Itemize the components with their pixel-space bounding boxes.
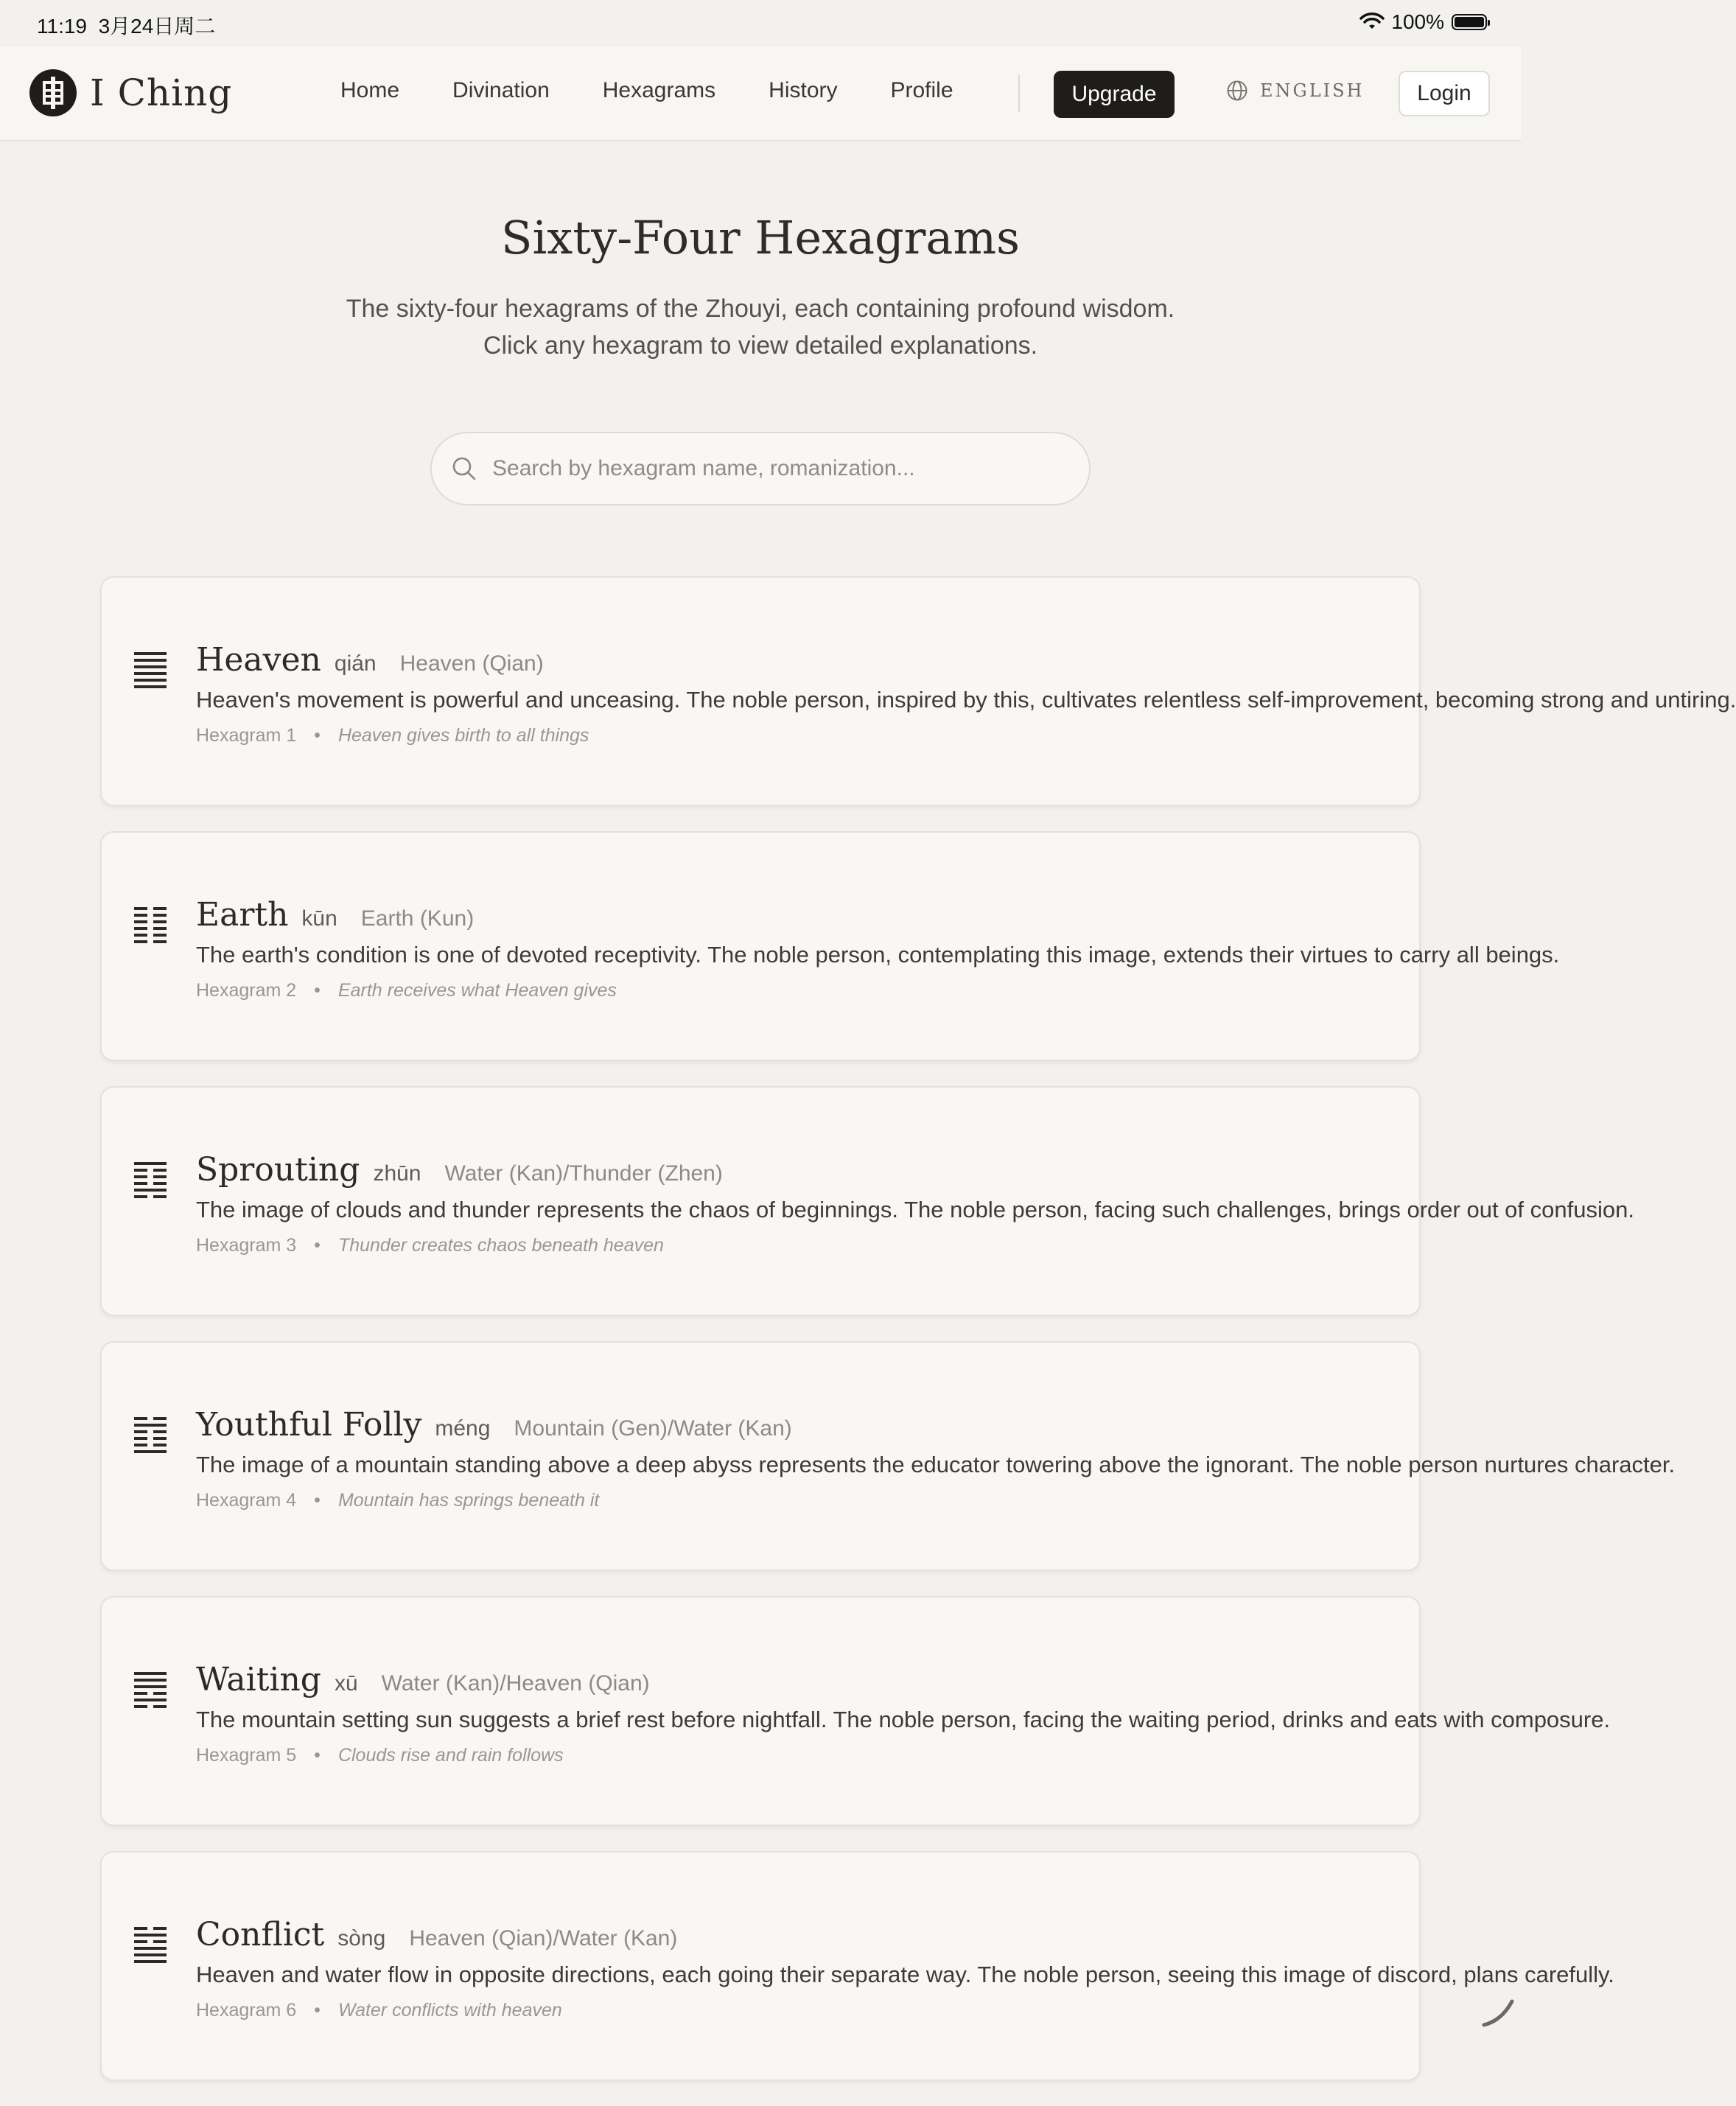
yin-line-segment	[134, 1705, 147, 1708]
yang-line	[134, 1934, 167, 1937]
nav-history[interactable]: History	[769, 78, 838, 102]
hexagram-trigrams: Heaven (Qian)	[399, 651, 544, 676]
hexagram-name: Earth	[196, 896, 289, 934]
login-button[interactable]: Login	[1399, 71, 1490, 116]
hexagram-trigrams: Earth (Kun)	[360, 906, 475, 931]
hexagram-pinyin: kūn	[301, 906, 337, 931]
language-label: ENGLISH	[1260, 80, 1365, 101]
yang-line	[134, 672, 167, 675]
hexagram-name: Sprouting	[196, 1151, 360, 1189]
battery-percent: 100%	[1391, 10, 1444, 33]
status-clock: 11:19	[37, 15, 87, 38]
yin-line-segment	[153, 1175, 167, 1178]
yang-line	[134, 659, 167, 662]
hexagram-number: Hexagram 6	[196, 2000, 297, 2021]
logo-text: I Ching	[90, 71, 233, 114]
nav-home[interactable]: Home	[340, 78, 400, 102]
hexagram-symbol-icon	[134, 1668, 167, 1708]
yang-line	[134, 1685, 167, 1688]
yin-line-segment	[153, 1940, 167, 1943]
globe-icon	[1226, 80, 1248, 102]
hexagram-meta	[196, 1490, 599, 1511]
page-title: Sixty-Four Hexagrams	[501, 211, 1020, 265]
hexagram-motto: Water conflicts with heaven	[337, 2000, 562, 2021]
wifi-icon	[1360, 13, 1384, 31]
meta-separator: •	[314, 980, 321, 1001]
yin-line-segment	[134, 1927, 147, 1930]
card-title-row	[196, 1661, 650, 1699]
hexagram-pinyin: xū	[334, 1671, 358, 1696]
hexagram-motto: Thunder creates chaos beneath heaven	[337, 1235, 664, 1256]
hexagram-trigrams: Mountain (Gen)/Water (Kan)	[514, 1416, 792, 1441]
hexagram-description: Heaven's movement is powerful and unceasing. The noble person, inspired by this, cultivates relentless self-improvement, becoming strong and untiring.	[196, 687, 1736, 713]
nav-divination[interactable]: Divination	[452, 78, 550, 102]
nav-divider	[1018, 75, 1020, 112]
card-title-row	[196, 896, 474, 934]
upgrade-button[interactable]: Upgrade	[1054, 71, 1175, 118]
yang-line	[134, 1953, 167, 1956]
yin-line-segment	[134, 1437, 147, 1440]
hexagram-description: The image of a mountain standing above a deep abyss represents the educator towering above the ignorant. The noble person nurtures character.	[196, 1452, 1676, 1477]
language-selector[interactable]	[1226, 80, 1364, 102]
page-subtitle	[0, 290, 1521, 364]
battery-icon	[1452, 14, 1487, 30]
hexagram-description: The earth's condition is one of devoted receptivity. The noble person, contemplating this image, extends their virtues to carry all beings.	[196, 942, 1560, 968]
hexagram-motto: Heaven gives birth to all things	[337, 725, 589, 746]
status-date: 3月24日周二	[98, 15, 216, 38]
yin-line-segment	[134, 1169, 147, 1172]
logo-icon	[29, 69, 77, 116]
yin-line-segment	[134, 1417, 147, 1420]
main-nav	[340, 78, 1007, 103]
hexagram-trigrams: Water (Kan)/Heaven (Qian)	[381, 1671, 650, 1696]
hexagram-description: The mountain setting sun suggests a brief rest before nightfall. The noble person, facing the waiting period, drinks and eats with composure.	[196, 1707, 1611, 1732]
hexagram-trigrams: Water (Kan)/Thunder (Zhen)	[444, 1161, 723, 1186]
scroll-indicator-icon	[1480, 1991, 1516, 2028]
hexagram-name: Heaven	[196, 641, 321, 679]
yin-line-segment	[153, 914, 167, 917]
hexagram-card[interactable]	[100, 1341, 1676, 1571]
hexagram-card[interactable]	[100, 1596, 1611, 1826]
hexagram-trigrams: Heaven (Qian)/Water (Kan)	[409, 1926, 678, 1951]
yang-line	[134, 1960, 167, 1963]
card-title-row	[196, 1406, 792, 1444]
yin-line-segment	[153, 1705, 167, 1708]
meta-separator: •	[314, 1745, 321, 1766]
hexagram-number: Hexagram 2	[196, 980, 297, 1001]
yin-line-segment	[134, 1195, 147, 1198]
yin-line-segment	[153, 907, 167, 910]
hexagram-card[interactable]	[100, 1851, 1614, 2081]
yin-line-segment	[153, 1417, 167, 1420]
hexagram-pinyin: méng	[435, 1416, 491, 1441]
hexagram-motto: Clouds rise and rain follows	[337, 1745, 564, 1766]
hexagram-meta	[196, 980, 617, 1001]
yang-line	[134, 1450, 167, 1453]
yin-line-segment	[134, 920, 147, 923]
yang-line	[134, 685, 167, 688]
hexagram-number: Hexagram 5	[196, 1745, 297, 1766]
yang-line	[134, 665, 167, 668]
hexagram-number: Hexagram 4	[196, 1490, 297, 1511]
hexagram-meta	[196, 725, 589, 746]
hexagram-number: Hexagram 3	[196, 1235, 297, 1256]
status-time	[37, 10, 215, 40]
yin-line-segment	[153, 1927, 167, 1930]
yin-line-segment	[153, 1444, 167, 1446]
yin-line-segment	[134, 1940, 147, 1943]
meta-separator: •	[314, 1235, 321, 1256]
hexagram-description: Heaven and water flow in opposite directions, each going their separate way. The noble person, seeing this image of discord, plans carefully.	[196, 1962, 1614, 1987]
yin-line-segment	[134, 1444, 147, 1446]
yin-line-segment	[134, 914, 147, 917]
nav-hexagrams[interactable]: Hexagrams	[602, 78, 716, 102]
yin-line-segment	[134, 934, 147, 937]
yin-line-segment	[134, 907, 147, 910]
hexagram-pinyin: qián	[334, 651, 377, 676]
hexagram-symbol-icon	[134, 1413, 167, 1453]
yin-line-segment	[134, 940, 147, 943]
yang-line	[134, 1947, 167, 1950]
yang-line	[134, 679, 167, 682]
yin-line-segment	[134, 1175, 147, 1178]
hexagram-pinyin: sòng	[337, 1926, 386, 1951]
hexagram-card[interactable]	[100, 576, 1736, 806]
search-input[interactable]	[491, 455, 1054, 482]
yin-line-segment	[134, 1430, 147, 1433]
yin-line-segment	[153, 1182, 167, 1185]
hexagram-meta	[196, 1745, 564, 1766]
yin-line-segment	[153, 1169, 167, 1172]
yang-line	[134, 1679, 167, 1682]
hexagram-meta	[196, 1235, 664, 1256]
hexagram-symbol-icon	[134, 903, 167, 943]
hexagram-number: Hexagram 1	[196, 725, 297, 746]
yin-line-segment	[153, 927, 167, 930]
hexagram-card[interactable]	[100, 1086, 1634, 1316]
yin-line-segment	[153, 934, 167, 937]
search-bar[interactable]	[430, 432, 1091, 505]
logo[interactable]	[29, 69, 232, 116]
yang-line	[134, 1424, 167, 1427]
top-nav-bar	[0, 47, 1521, 141]
status-indicators	[1360, 10, 1487, 34]
hexagram-symbol-icon	[134, 1158, 167, 1198]
card-title-row	[196, 1916, 677, 1953]
hexagram-symbol-icon	[134, 1923, 167, 1963]
yin-line-segment	[153, 940, 167, 943]
card-title-row	[196, 1151, 723, 1189]
card-title-row	[196, 641, 544, 679]
meta-separator: •	[314, 2000, 321, 2021]
yang-line	[134, 1672, 167, 1675]
yin-line-segment	[153, 1430, 167, 1433]
hexagram-name: Conflict	[196, 1916, 325, 1953]
hexagram-description: The image of clouds and thunder represents the chaos of beginnings. The noble person, facing such challenges, brings order out of confusion.	[196, 1197, 1634, 1222]
yang-line	[134, 652, 167, 655]
search-icon	[451, 455, 477, 482]
yin-line-segment	[134, 1692, 147, 1695]
yin-line-segment	[153, 920, 167, 923]
meta-separator: •	[314, 1490, 321, 1511]
yin-line-segment	[153, 1692, 167, 1695]
yin-line-segment	[153, 1195, 167, 1198]
subtitle-line-1: The sixty-four hexagrams of the Zhouyi, each containing profound wisdom.	[346, 295, 1175, 323]
yang-line	[134, 1699, 167, 1701]
yin-line-segment	[134, 927, 147, 930]
hexagram-name: Waiting	[196, 1661, 321, 1699]
status-bar	[0, 0, 1521, 47]
hexagram-motto: Earth receives what Heaven gives	[337, 980, 617, 1001]
yang-line	[134, 1162, 167, 1165]
hexagram-symbol-icon	[134, 648, 167, 688]
subtitle-line-2: Click any hexagram to view detailed explanations.	[483, 332, 1038, 360]
hexagram-card[interactable]	[100, 831, 1560, 1061]
hexagram-motto: Mountain has springs beneath it	[337, 1490, 600, 1511]
hexagram-list	[100, 576, 1736, 2106]
meta-separator: •	[314, 725, 321, 746]
nav-profile[interactable]: Profile	[890, 78, 953, 102]
yin-line-segment	[153, 1437, 167, 1440]
hexagram-meta	[196, 2000, 562, 2021]
yang-line	[134, 1189, 167, 1192]
yin-line-segment	[134, 1182, 147, 1185]
hexagram-name: Youthful Folly	[196, 1406, 422, 1444]
hexagram-pinyin: zhūn	[373, 1161, 421, 1186]
